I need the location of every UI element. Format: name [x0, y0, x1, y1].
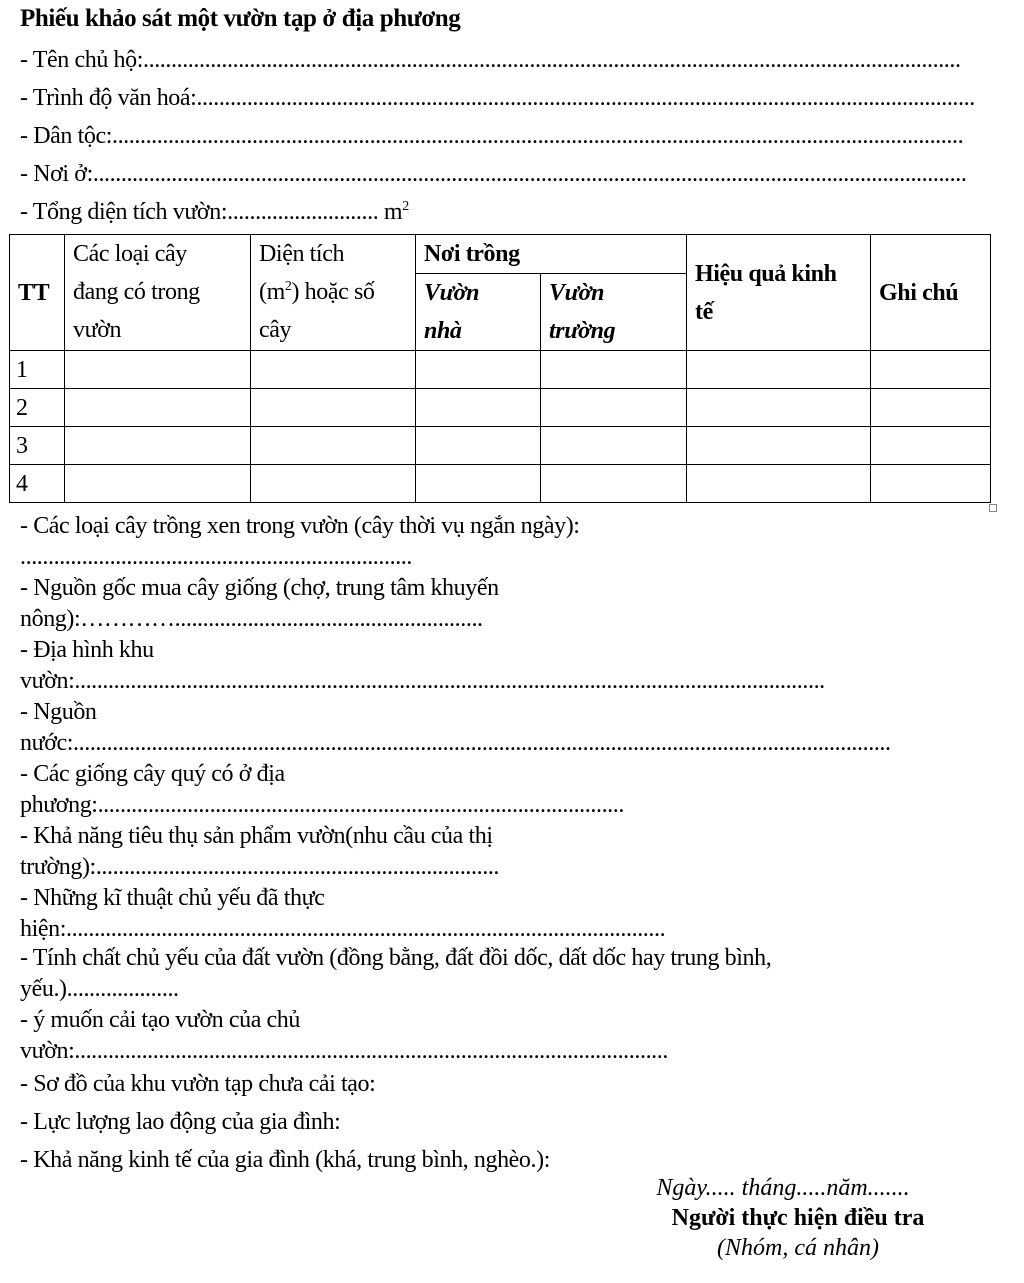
cell-efficiency[interactable] — [687, 465, 871, 503]
techniques-item — [20, 886, 665, 941]
water-answer-dots[interactable]: nước:.................................................................................................................................................. — [20, 730, 891, 756]
cell-school-garden[interactable] — [541, 465, 687, 503]
garden-area-unit-sup: 2 — [402, 199, 409, 214]
intercrop-item — [20, 514, 580, 569]
cell-home-garden[interactable] — [416, 389, 541, 427]
labor-force-item: - Lực lượng lao động của gia đình: — [20, 1109, 341, 1135]
cell-school-garden[interactable] — [541, 389, 687, 427]
market-question: - Khả năng tiêu thụ sản phẩm vườn(nhu cầu của thị — [20, 823, 493, 849]
header-school-garden: Vườn trường — [541, 274, 687, 351]
row-number: 1 — [10, 351, 65, 389]
row-number: 2 — [10, 389, 65, 427]
cell-notes[interactable] — [871, 389, 991, 427]
cell-area[interactable] — [251, 427, 416, 465]
cell-efficiency[interactable] — [687, 389, 871, 427]
terrain-question: - Địa hình khu — [20, 637, 154, 663]
rare-varieties-question: - Các giống cây quý có ở địa — [20, 761, 285, 787]
improve-question: - ý muốn cải tạo vườn của chủ — [20, 1007, 301, 1033]
header-area-line2: $(m^2)$ hoặc số — [259, 279, 375, 305]
cell-home-garden[interactable] — [416, 351, 541, 389]
owner-name-label: - Tên chủ hộ: — [20, 47, 143, 73]
garden-area-dots: ........................... — [227, 199, 379, 225]
cell-area[interactable] — [251, 465, 416, 503]
water-question: - Nguồn — [20, 699, 97, 725]
table-header-row — [10, 235, 991, 274]
soil-item — [20, 946, 771, 1001]
header-crops — [65, 235, 251, 351]
header-planted: Nơi trồng — [416, 235, 687, 274]
cell-home-garden[interactable] — [416, 465, 541, 503]
header-crops-line3: vườn — [73, 317, 122, 343]
ethnicity-field[interactable] — [20, 124, 963, 148]
cell-notes[interactable] — [871, 465, 991, 503]
cell-notes[interactable] — [871, 351, 991, 389]
cell-crops[interactable] — [65, 427, 251, 465]
table-row — [10, 389, 991, 427]
seedling-answer-dots[interactable]: nông):…………....................................................... — [20, 606, 483, 632]
terrain-item — [20, 638, 825, 693]
soil-question: - Tính chất chủ yếu của đất vườn (đồng bằng, đất đồi dốc, dất dốc hay trung bình, — [20, 945, 772, 971]
garden-area-unit: m — [383, 199, 403, 225]
header-efficiency-line1: Hiệu quả kinh — [695, 260, 837, 287]
education-label: - Trình độ văn hoá: — [20, 85, 197, 111]
table-row — [10, 427, 991, 465]
cell-efficiency[interactable] — [687, 427, 871, 465]
rare-varieties-answer-dots[interactable]: phương:.............................................................................................. — [20, 792, 624, 818]
techniques-answer-dots[interactable]: hiện:........................................................................................................... — [20, 916, 666, 942]
header-home-garden: Vườn nhà — [416, 274, 541, 351]
header-efficiency — [687, 235, 871, 351]
cell-area[interactable] — [251, 351, 416, 389]
header-tt: TT — [10, 235, 65, 351]
header-crops-line2: đang có trong — [73, 279, 200, 305]
education-dots: ........................................................................................................................................... — [196, 85, 975, 111]
cell-home-garden[interactable] — [416, 427, 541, 465]
cell-notes[interactable] — [871, 427, 991, 465]
ethnicity-dots: ........................................................................................................................................................ — [111, 123, 964, 149]
terrain-answer-dots[interactable]: vườn:...................................................................................................................................... — [20, 668, 825, 694]
techniques-question: - Những kĩ thuật chủ yếu đã thực — [20, 885, 325, 911]
residence-field[interactable] — [20, 162, 966, 186]
cell-crops[interactable] — [65, 351, 251, 389]
education-field[interactable] — [20, 86, 975, 110]
garden-area-label: - Tổng diện tích vườn: — [20, 199, 228, 225]
cell-crops[interactable] — [65, 465, 251, 503]
header-area-line3: cây — [259, 317, 292, 343]
seedling-question: - Nguồn gốc mua cây giống (chợ, trung tâm khuyến — [20, 575, 499, 601]
garden-area-field[interactable] — [20, 200, 409, 224]
signature-date[interactable]: Ngày..... tháng.....năm....... — [656, 1175, 910, 1201]
improve-item — [20, 1008, 668, 1063]
signature-role: Người thực hiện điều tra — [671, 1205, 925, 1231]
cell-school-garden[interactable] — [541, 427, 687, 465]
cell-school-garden[interactable] — [541, 351, 687, 389]
residence-label: - Nơi ở: — [20, 161, 93, 187]
table-row — [10, 351, 991, 389]
header-efficiency-line2: tế — [695, 298, 713, 325]
table-resize-handle[interactable] — [989, 504, 997, 512]
header-area-line1: Diện tích — [259, 241, 345, 267]
garden-diagram-item: - Sơ đồ của khu vườn tạp chưa cải tạo: — [20, 1071, 376, 1097]
residence-dots: ............................................................................................................................................................ — [92, 161, 967, 187]
signature-note: (Nhóm, cá nhân) — [717, 1235, 879, 1261]
owner-name-dots: .................................................................................................................................................. — [143, 47, 961, 73]
intercrop-question: - Các loại cây trồng xen trong vườn (cây thời vụ ngắn ngày): — [20, 513, 580, 539]
rare-varieties-item — [20, 762, 624, 817]
improve-answer-dots[interactable]: vườn:.......................................................................................................... — [20, 1038, 668, 1064]
ethnicity-label: - Dân tộc: — [20, 123, 112, 149]
row-number: 4 — [10, 465, 65, 503]
water-item — [20, 700, 891, 755]
page-title: Phiếu khảo sát một vườn tạp ở địa phương — [20, 5, 461, 32]
market-item — [20, 824, 499, 879]
cell-area[interactable] — [251, 389, 416, 427]
seedling-item — [20, 576, 499, 631]
table-row — [10, 465, 991, 503]
cell-efficiency[interactable] — [687, 351, 871, 389]
crop-survey-table — [9, 234, 991, 503]
owner-name-field[interactable] — [20, 48, 961, 72]
soil-answer-dots[interactable]: yếu.).................... — [20, 976, 179, 1002]
header-crops-line1: Các loại cây — [73, 241, 187, 267]
market-answer-dots[interactable]: trường):........................................................................ — [20, 854, 500, 880]
economic-capacity-item: - Khả năng kinh tế của gia đình (khá, trung bình, nghèo.): — [20, 1147, 550, 1173]
cell-crops[interactable] — [65, 389, 251, 427]
header-notes: Ghi chú — [871, 235, 991, 351]
header-area — [251, 235, 416, 351]
row-number: 3 — [10, 427, 65, 465]
intercrop-answer-dots[interactable]: ...................................................................... — [20, 544, 413, 570]
